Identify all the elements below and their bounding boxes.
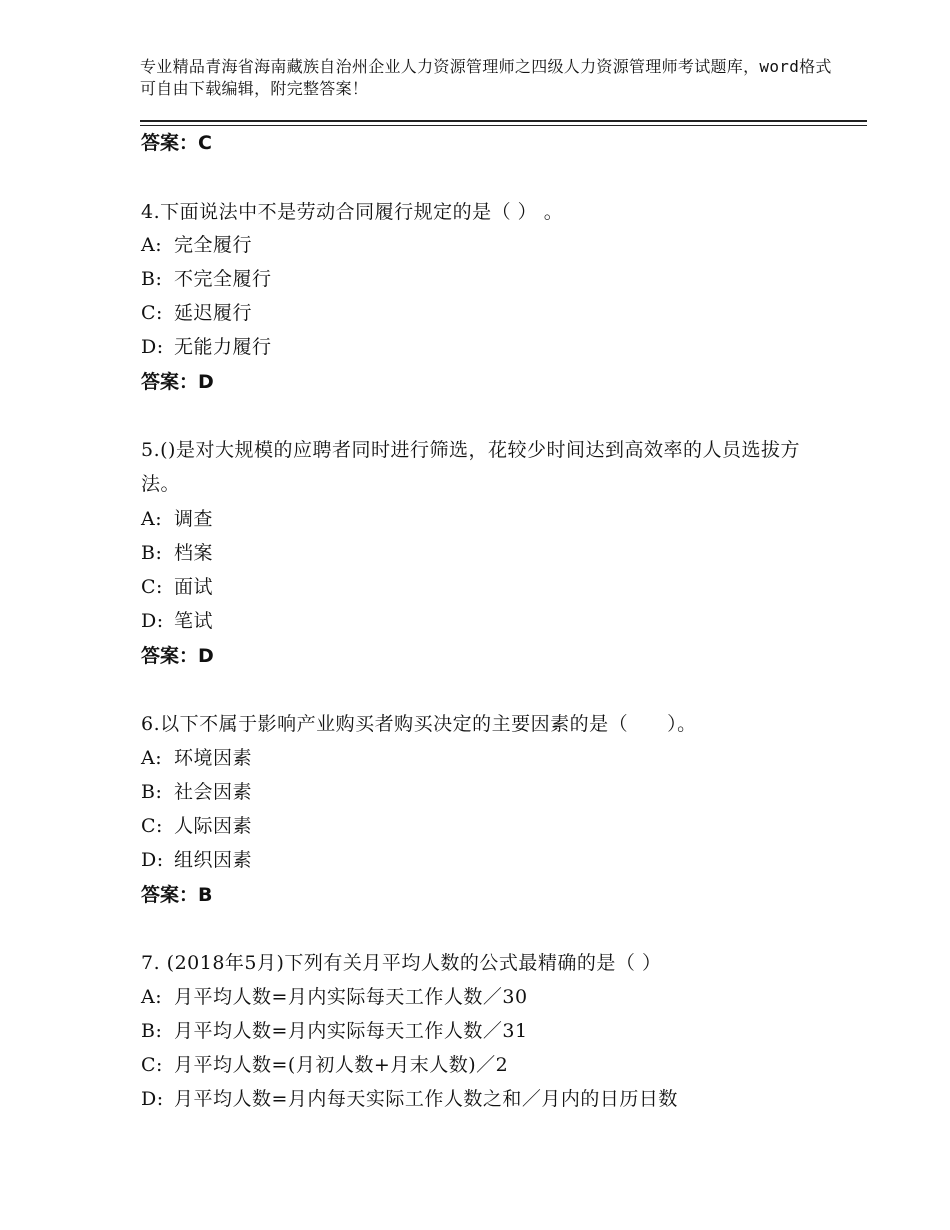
option-text: 月平均人数=月内实际每天工作人数／30 (174, 986, 528, 1008)
option-key: D: (141, 1088, 164, 1110)
option-text: 月平均人数=(月初人数+月末人数)／2 (174, 1054, 509, 1076)
question-7-option-b (141, 1019, 528, 1043)
question-7-stem: 7. (2018年5月)下列有关月平均人数的公式最精确的是（ ） (141, 952, 662, 974)
option-key: B: (141, 268, 163, 290)
option-key: B: (141, 542, 163, 564)
option-text: 人际因素 (174, 815, 253, 837)
question-5-option-d (141, 609, 213, 633)
question-4-option-d (141, 335, 272, 359)
option-text: 延迟履行 (174, 302, 253, 324)
option-text: 无能力履行 (174, 336, 272, 358)
option-key: C: (141, 576, 163, 598)
option-key: D: (141, 336, 164, 358)
option-key: A: (141, 508, 163, 530)
question-4-option-b (141, 267, 272, 291)
question-6-option-a (141, 746, 252, 770)
page-header: 专业精品青海省海南藏族自治州企业人力资源管理师之四级人力资源管理师考试题库，word格式可自由下载编辑，附完整答案！ (140, 57, 832, 98)
question-5-option-b (141, 541, 213, 565)
option-text: 社会因素 (174, 781, 253, 803)
option-text: 环境因素 (174, 747, 253, 769)
question-7-option-c (141, 1053, 508, 1077)
option-text: 月平均人数=月内每天实际工作人数之和／月内的日历日数 (174, 1088, 678, 1110)
option-key: C: (141, 1054, 163, 1076)
option-key: B: (141, 781, 163, 803)
question-5-stem: 5.()是对大规模的应聘者同时进行筛选，花较少时间达到高效率的人员选拔方法。 (141, 439, 800, 495)
question-4-answer: 答案：D (141, 371, 214, 393)
option-key: B: (141, 1020, 163, 1042)
question-4-stem: 4.下面说法中不是劳动合同履行规定的是（ ） 。 (141, 201, 564, 223)
option-key: A: (141, 234, 163, 256)
header-divider-thick (140, 120, 867, 122)
option-text: 调查 (174, 508, 214, 530)
option-text: 月平均人数=月内实际每天工作人数／31 (174, 1020, 528, 1042)
option-key: A: (141, 747, 163, 769)
option-key: C: (141, 302, 163, 324)
option-key: D: (141, 849, 164, 871)
answer-prev: 答案：C (141, 132, 212, 154)
option-text: 笔试 (174, 610, 214, 632)
option-text: 档案 (174, 542, 214, 564)
header-divider-thin (140, 125, 867, 126)
question-4-option-a (141, 233, 252, 257)
question-6-stem: 6.以下不属于影响产业购买者购买决定的主要因素的是（ ）。 (141, 713, 697, 735)
question-5-option-c (141, 575, 213, 599)
question-5-option-a (141, 507, 213, 531)
option-key: D: (141, 610, 164, 632)
option-text: 组织因素 (174, 849, 253, 871)
option-text: 完全履行 (174, 234, 253, 256)
question-6-option-b (141, 780, 252, 804)
question-6-option-c (141, 814, 252, 838)
question-5-answer: 答案：D (141, 645, 214, 667)
question-7-option-a (141, 985, 528, 1009)
option-key: A: (141, 986, 163, 1008)
question-4-option-c (141, 301, 252, 325)
option-text: 面试 (174, 576, 214, 598)
option-key: C: (141, 815, 163, 837)
option-text: 不完全履行 (174, 268, 272, 290)
question-7-option-d (141, 1087, 678, 1111)
question-6-option-d (141, 848, 252, 872)
question-6-answer: 答案：B (141, 884, 213, 906)
